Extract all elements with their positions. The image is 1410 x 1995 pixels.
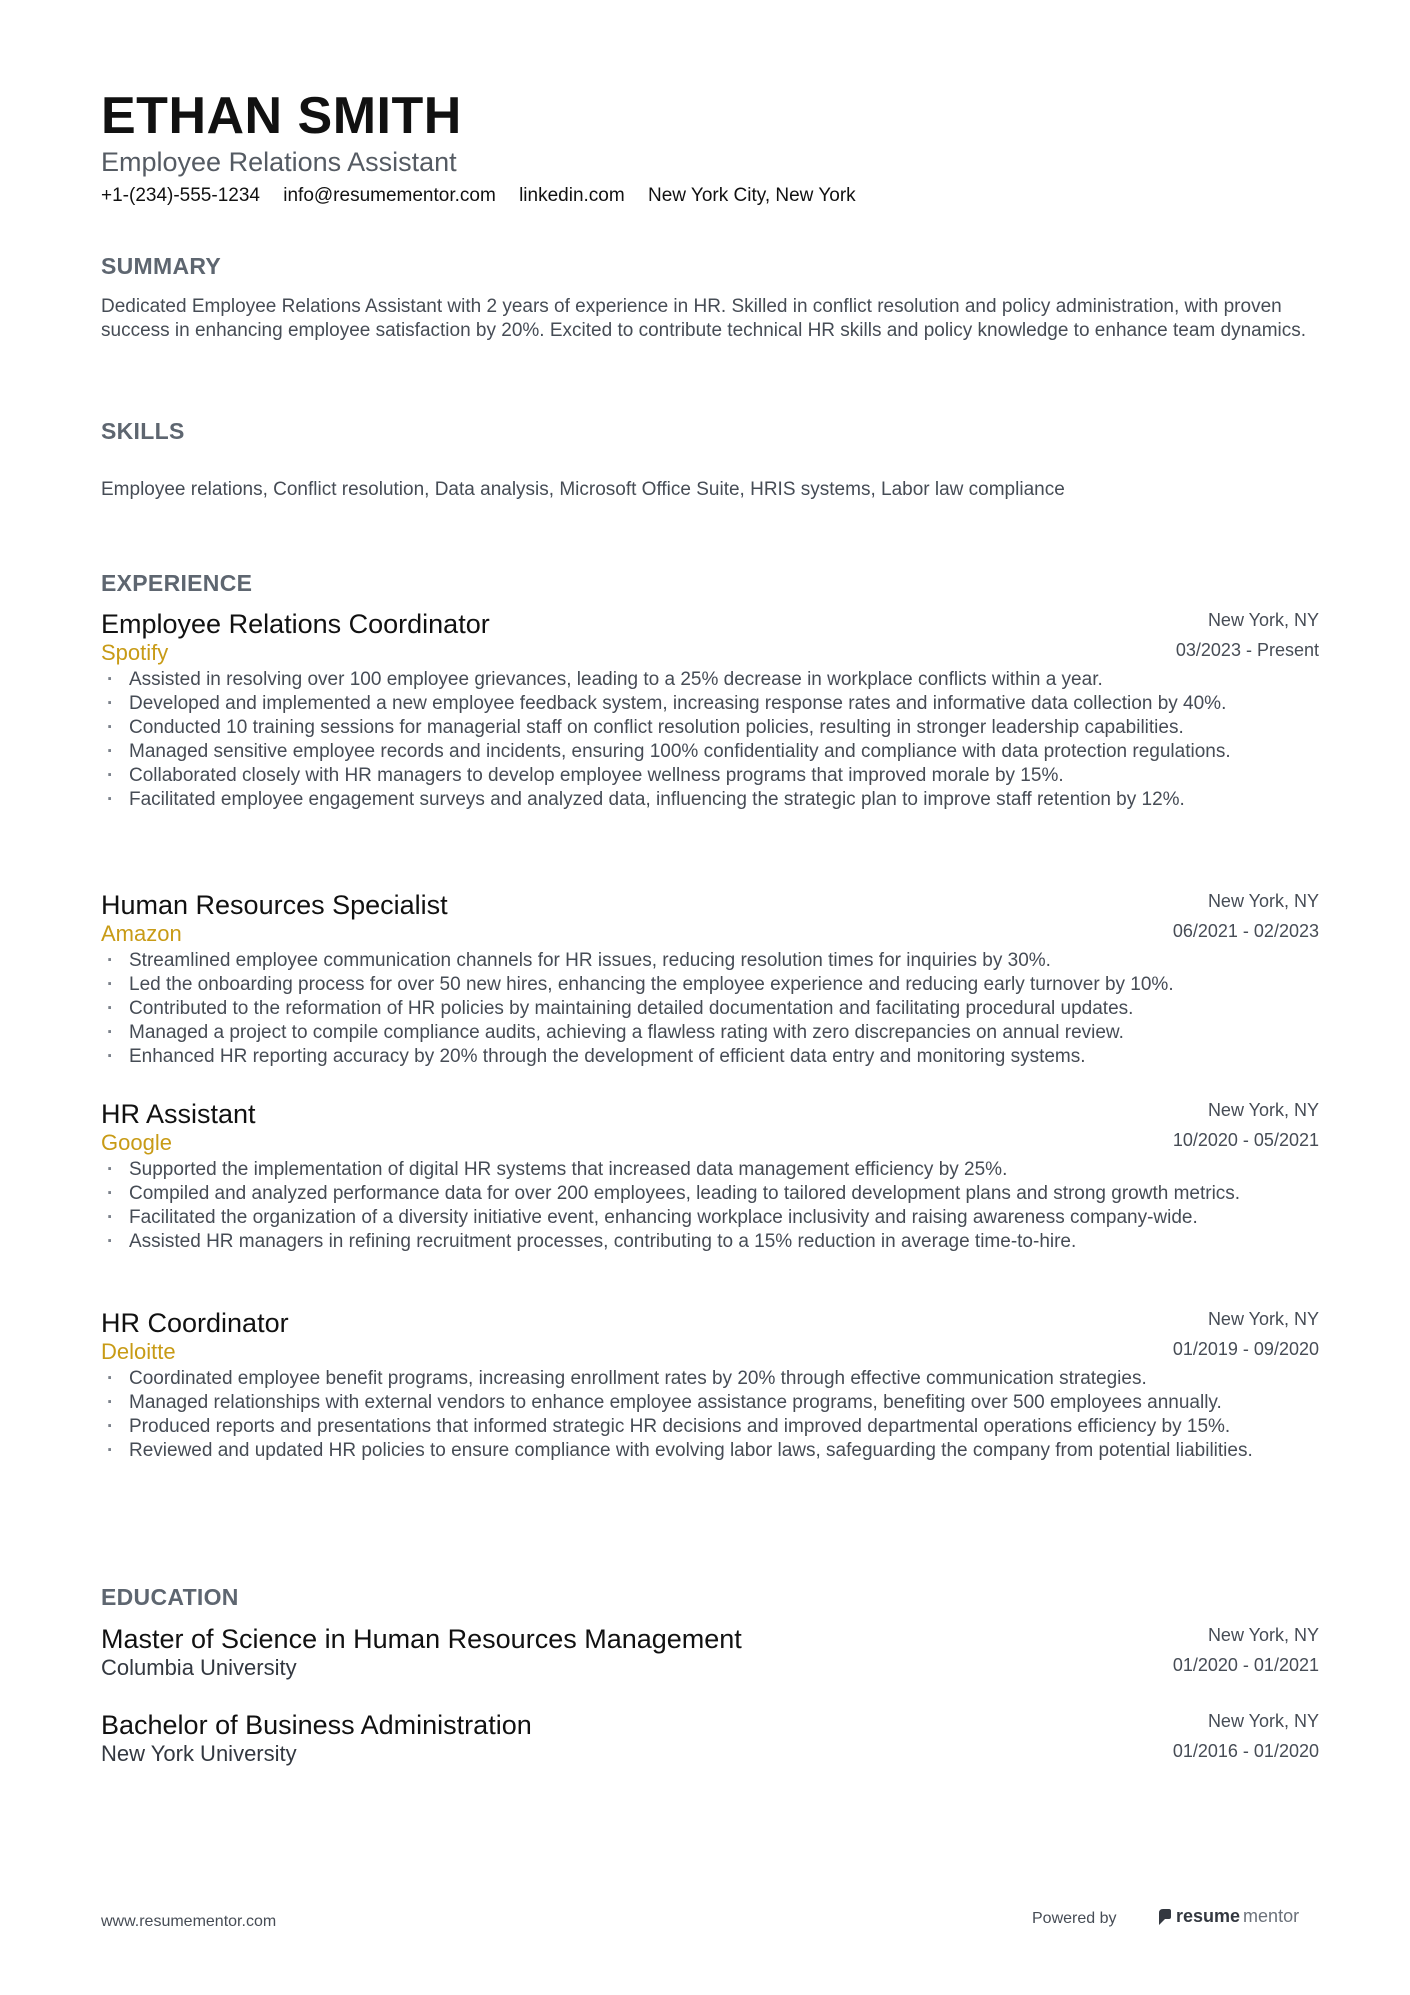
brand-logo[interactable] xyxy=(1157,1906,1299,1927)
job-location: New York, NY xyxy=(1207,610,1319,630)
bullet-item: · Led the onboarding process for over 50 new hires, enhancing the employee experience and reducing early turnover by 10%. xyxy=(101,973,1319,997)
education-heading: EDUCATION xyxy=(101,1584,239,1610)
school-location: New York, NY xyxy=(1207,1625,1319,1645)
bullet-item: · Enhanced HR reporting accuracy by 20% through the development of efficient data entry and monitoring systems. xyxy=(101,1045,1319,1069)
job-title: HR Assistant xyxy=(101,1099,256,1129)
job-company: Deloitte xyxy=(101,1339,176,1364)
bullet-item: · Assisted HR managers in refining recruitment processes, contributing to a 15% reduction in average time-to-hire. xyxy=(101,1230,1319,1254)
bullet-item: · Produced reports and presentations that informed strategic HR decisions and improved departmental operations efficiency by 15%. xyxy=(101,1415,1319,1439)
bullet-item: · Assisted in resolving over 100 employee grievances, leading to a 25% decrease in workplace conflicts within a year. xyxy=(101,668,1319,692)
job-bullets xyxy=(101,668,1319,812)
bullet-item: · Managed sensitive employee records and incidents, ensuring 100% confidentiality and compliance with data protection regulations. xyxy=(101,740,1319,764)
job-dates: 06/2021 - 02/2023 xyxy=(1172,921,1319,941)
candidate-name: ETHAN SMITH xyxy=(101,87,462,145)
school-name: New York University xyxy=(101,1741,297,1766)
brand-name-bold: resume xyxy=(1176,1906,1241,1926)
bullet-item: · Conducted 10 training sessions for managerial staff on conflict resolution policies, resulting in stronger leadership capabilities. xyxy=(101,716,1319,740)
contact-location: New York City, New York xyxy=(647,185,856,206)
experience-heading: EXPERIENCE xyxy=(101,570,253,596)
bullet-item: · Supported the implementation of digital HR systems that increased data management efficiency by 25%. xyxy=(101,1158,1319,1182)
bullet-item: · Contributed to the reformation of HR policies by maintaining detailed documentation and facilitating procedural updates. xyxy=(101,997,1319,1021)
job-title: HR Coordinator xyxy=(101,1308,289,1338)
candidate-role: Employee Relations Assistant xyxy=(101,147,457,177)
contact-phone: +1-(234)-555-1234 xyxy=(101,185,260,206)
job-location: New York, NY xyxy=(1207,891,1319,911)
brand-name-light: mentor xyxy=(1243,1906,1300,1926)
degree-title: Master of Science in Human Resources Management xyxy=(101,1624,742,1654)
skills-text: Employee relations, Conflict resolution, Data analysis, Microsoft Office Suite, HRIS systems, Labor law compliance xyxy=(101,479,1065,500)
job-dates: 10/2020 - 05/2021 xyxy=(1172,1130,1319,1150)
job-location: New York, NY xyxy=(1207,1100,1319,1120)
bullet-item: · Coordinated employee benefit programs, increasing enrollment rates by 20% through effective communication strategies. xyxy=(101,1367,1319,1391)
school-name: Columbia University xyxy=(101,1655,297,1680)
education-dates: 01/2016 - 01/2020 xyxy=(1172,1741,1319,1761)
job-dates: 03/2023 - Present xyxy=(1175,640,1319,660)
bullet-item: · Collaborated closely with HR managers to develop employee wellness programs that improved morale by 15%. xyxy=(101,764,1319,788)
bullet-item: · Compiled and analyzed performance data for over 200 employees, leading to tailored development plans and strong growth metrics. xyxy=(101,1182,1319,1206)
bullet-item: · Streamlined employee communication channels for HR issues, reducing resolution times for inquiries by 30%. xyxy=(101,949,1319,973)
bullet-item: · Managed a project to compile compliance audits, achieving a flawless rating with zero discrepancies on annual review. xyxy=(101,1021,1319,1045)
job-title: Employee Relations Coordinator xyxy=(101,609,490,639)
education-dates: 01/2020 - 01/2021 xyxy=(1172,1655,1319,1675)
footer-website-link[interactable]: www.resumementor.com xyxy=(101,1913,277,1930)
bullet-item: · Facilitated the organization of a diversity initiative event, enhancing workplace inclusivity and raising awareness company-wide. xyxy=(101,1206,1319,1230)
school-location: New York, NY xyxy=(1207,1711,1319,1731)
skills-heading: SKILLS xyxy=(101,418,185,444)
job-title: Human Resources Specialist xyxy=(101,890,448,920)
bullet-item: · Managed relationships with external vendors to enhance employee assistance programs, benefiting over 500 employees annually. xyxy=(101,1391,1319,1415)
summary-text: Dedicated Employee Relations Assistant with 2 years of experience in HR. Skilled in conflict resolution and policy administration, with proven success in enhancing employee satisfaction by 20%. Excited to contribute technical HR skills and policy knowledge to enhance team dynamics. xyxy=(101,296,1307,341)
job-company: Google xyxy=(101,1130,172,1155)
job-company: Spotify xyxy=(101,640,169,665)
job-dates: 01/2019 - 09/2020 xyxy=(1172,1339,1319,1359)
job-company: Amazon xyxy=(101,921,182,946)
contact-linkedin[interactable]: linkedin.com xyxy=(519,185,625,206)
degree-title: Bachelor of Business Administration xyxy=(101,1710,532,1740)
bullet-item: · Facilitated employee engagement surveys and analyzed data, influencing the strategic plan to improve staff retention by 12%. xyxy=(101,788,1319,812)
contact-line xyxy=(101,183,874,209)
contact-email[interactable]: info@resumementor.com xyxy=(283,185,496,206)
brand-logo-icon xyxy=(1157,1907,1173,1927)
job-bullets xyxy=(101,1367,1319,1463)
powered-by-label: Powered by xyxy=(1032,1910,1117,1927)
job-bullets xyxy=(101,949,1319,1069)
summary-heading: SUMMARY xyxy=(101,253,222,279)
bullet-item: · Reviewed and updated HR policies to ensure compliance with evolving labor laws, safeguarding the company from potential liabilities. xyxy=(101,1439,1319,1463)
job-location: New York, NY xyxy=(1207,1309,1319,1329)
bullet-item: · Developed and implemented a new employee feedback system, increasing response rates and informative data collection by 40%. xyxy=(101,692,1319,716)
job-bullets xyxy=(101,1158,1319,1254)
